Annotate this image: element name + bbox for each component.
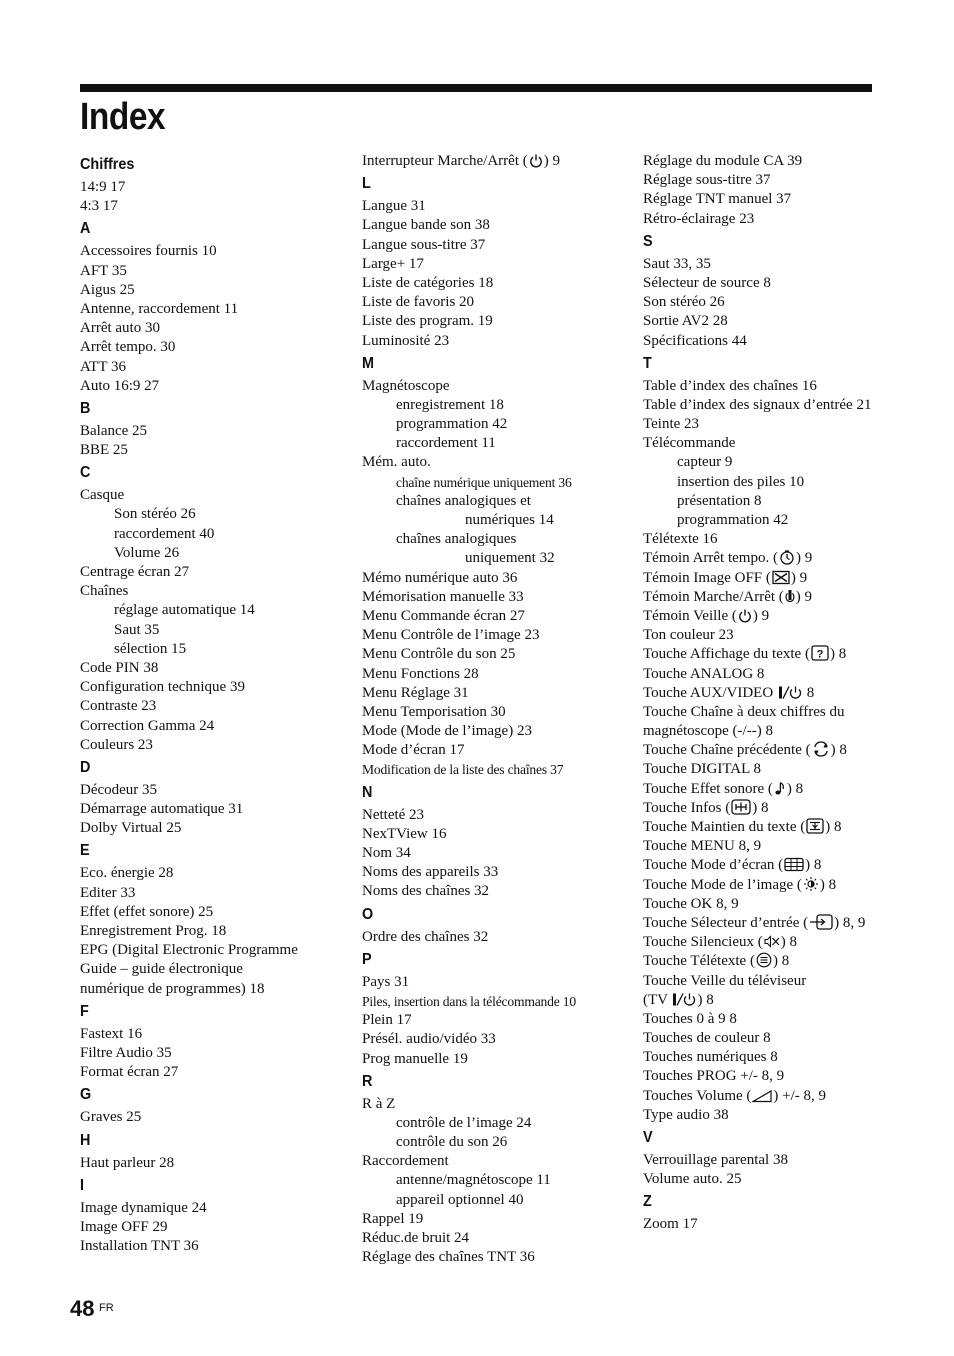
index-entry: Luminosité 23 [362, 332, 450, 349]
entry-page-ref: ) 9 [795, 550, 813, 567]
index-entry: Graves 25 [80, 1109, 142, 1126]
index-entry [643, 952, 878, 971]
entry-page-ref: ) 8 [780, 934, 797, 951]
entry-page-ref: 8 [802, 684, 815, 701]
index-letter-heading: P [362, 950, 372, 968]
entry-text: Touche Affichage du texte ( [643, 646, 810, 663]
index-subentry: Saut 35 [114, 621, 160, 638]
volume-icon [752, 1089, 772, 1103]
input-select-icon [809, 914, 833, 930]
index-letter-heading: A [80, 220, 91, 238]
index-entry: Chaînes [80, 583, 129, 600]
index-entry: Nom 34 [362, 845, 411, 861]
index-entry: Rappel 19 [362, 1210, 424, 1227]
index-entry: Installation TNT 36 [80, 1238, 199, 1255]
index-entry: 14:9 17 [80, 179, 126, 195]
index-entry: Liste de favoris 20 [362, 294, 475, 311]
index-entry: 4:3 17 [80, 198, 118, 215]
index-entry: Ordre des chaînes 32 [362, 928, 489, 945]
index-entry: Accessoires fournis 10 [80, 243, 217, 260]
entry-text: Témoin Marche/Arrêt ( [643, 588, 784, 605]
standby-bar-icon [785, 589, 795, 604]
index-entry [643, 914, 878, 933]
entry-page-ref: ) 8 [830, 742, 847, 759]
index-entry [643, 799, 878, 818]
index-subentry: insertion des piles 10 [677, 473, 805, 490]
index-entry: Antenne, raccordement 11 [80, 300, 239, 317]
index-entry: Filtre Audio 35 [80, 1044, 172, 1061]
index-subentry: numériques 14 [465, 512, 554, 528]
index-entry [643, 991, 878, 1010]
index-entry: NexTView 16 [362, 825, 447, 842]
index-subentry: enregistrement 18 [396, 396, 504, 413]
index-entry: Editer 33 [80, 884, 136, 901]
entry-text: Touche Silencieux ( [643, 934, 763, 951]
index-entry: Menu Temporisation 30 [362, 703, 506, 720]
page-number: 48 [70, 1296, 95, 1321]
index-subentry: contrôle du son 26 [396, 1134, 508, 1151]
title-rule [80, 84, 872, 92]
index-letter-heading: T [643, 354, 652, 372]
index-entry: Touche Chaîne à deux chiffres du [643, 703, 845, 720]
index-letter-heading: E [80, 842, 90, 860]
previous-channel-icon [812, 741, 830, 757]
index-subentry: réglage automatique 14 [114, 602, 255, 619]
picture-off-icon [772, 570, 790, 585]
entry-page-ref: ) 9 [790, 569, 808, 586]
index-entry: Réglage du module CA 39 [643, 153, 803, 169]
index-letter-heading: H [80, 1131, 91, 1149]
index-entry: Liste de catégories 18 [362, 274, 494, 291]
index-subentry: antenne/magnétoscope 11 [396, 1172, 551, 1189]
index-entry [643, 780, 878, 799]
index-entry [643, 818, 878, 837]
music-note-icon [774, 781, 786, 796]
index-entry: Prog manuelle 19 [362, 1050, 468, 1067]
index-entry: Configuration technique 39 [80, 679, 245, 696]
teletext-icon [756, 952, 772, 968]
index-entry: Arrêt tempo. 30 [80, 339, 176, 356]
index-entry: Zoom 17 [643, 1216, 698, 1233]
index-entry: Pays 31 [362, 973, 410, 990]
index-entry: Guide – guide électronique [80, 961, 243, 978]
index-entry: Netteté 23 [362, 806, 425, 823]
index-entry: Contraste 23 [80, 698, 157, 715]
index-letter-heading: O [362, 905, 374, 923]
index-entry: AFT 35 [80, 262, 127, 279]
index-entry: Table d’index des signaux d’entrée 21 [643, 396, 872, 413]
index-subentry: raccordement 40 [114, 525, 215, 542]
index-entry: Réglage TNT manuel 37 [643, 191, 792, 208]
input-power-icon [778, 685, 802, 700]
index-letter-heading: F [80, 1002, 89, 1020]
index-entry: Image OFF 29 [80, 1218, 168, 1235]
index-entry: Piles, insertion dans la télécommande 10 [362, 993, 576, 1009]
index-entry: magnétoscope (-/--) 8 [643, 723, 773, 740]
index-entry: Enregistrement Prog. 18 [80, 923, 227, 939]
entry-page-ref: ) 9 [543, 153, 560, 169]
entry-text: Touche Sélecteur d’entrée ( [643, 914, 809, 931]
index-subentry: uniquement 32 [465, 550, 555, 567]
entry-text: (TV [643, 991, 672, 1008]
index-entry: BBE 25 [80, 442, 128, 459]
index-entry: Télécommande [643, 435, 736, 452]
entry-page-ref: ) 9 [795, 588, 813, 605]
index-entry: Mém. auto. [362, 454, 431, 471]
index-subentry: appareil optionnel 40 [396, 1191, 524, 1208]
index-subentry: programmation 42 [677, 512, 789, 528]
input-power-icon [672, 992, 696, 1007]
index-entry: Touche Veille du téléviseur [643, 972, 807, 989]
index-entry: Touches 0 à 9 8 [643, 1010, 737, 1027]
entry-page-ref: ) 8, 9 [834, 914, 866, 931]
index-letter-heading: L [362, 175, 371, 193]
index-entry: Noms des appareils 33 [362, 864, 499, 881]
index-entry [643, 607, 878, 626]
index-entry: Centrage écran 27 [80, 564, 190, 580]
index-entry: Menu Commande écran 27 [362, 607, 525, 624]
index-entry: Mode d’écran 17 [362, 742, 465, 759]
index-subentry: Volume 26 [114, 544, 180, 561]
index-entry: Menu Contrôle du son 25 [362, 646, 516, 663]
index-entry: Type audio 38 [643, 1106, 729, 1123]
index-column-1 [80, 152, 350, 1256]
index-entry: Touches PROG +/- 8, 9 [643, 1068, 785, 1085]
index-entry: Raccordement [362, 1153, 449, 1170]
index-entry: EPG (Digital Electronic Programme [80, 942, 298, 959]
index-entry: Son stéréo 26 [643, 294, 725, 311]
index-subentry: Son stéréo 26 [114, 506, 196, 523]
index-entry: Réglage des chaînes TNT 36 [362, 1249, 535, 1266]
index-entry: Large+ 17 [362, 255, 424, 272]
index-column-2 [362, 152, 632, 1267]
index-entry: Présél. audio/vidéo 33 [362, 1031, 496, 1048]
entry-page-ref: ) 8 [772, 953, 790, 970]
entry-text: Touche Effet sonore ( [643, 780, 773, 797]
entry-text: Témoin Image OFF ( [643, 569, 771, 586]
page-title: Index [80, 96, 166, 138]
index-subentry: raccordement 11 [396, 435, 496, 452]
index-entry: Décodeur 35 [80, 781, 158, 798]
index-letter-heading: R [362, 1072, 373, 1090]
index-subentry: sélection 15 [114, 640, 187, 657]
index-subentry: chaînes analogiques [396, 531, 517, 548]
entry-page-ref: ) 9 [752, 607, 770, 624]
index-entry: Sortie AV2 28 [643, 313, 728, 330]
index-entry: Démarrage automatique 31 [80, 801, 244, 818]
index-entry: numérique de programmes) 18 [80, 980, 265, 997]
entry-text: Touche Infos ( [643, 799, 731, 816]
entry-text: Touche AUX/VIDEO [643, 684, 777, 701]
index-entry: R à Z [362, 1095, 396, 1112]
index-letter-heading: V [643, 1129, 653, 1146]
entry-page-ref: ) 8 [697, 991, 714, 1008]
index-column-3 [643, 152, 878, 1235]
entry-page-ref: ) +/- 8, 9 [773, 1087, 827, 1104]
index-entry [643, 588, 878, 607]
index-entry: Noms des chaînes 32 [362, 883, 490, 900]
index-entry [643, 876, 878, 895]
index-entry: Touche ANALOG 8 [643, 665, 765, 682]
index-entry: Réduc.de bruit 24 [362, 1230, 470, 1246]
entry-text: Touche Maintien du texte ( [643, 819, 806, 835]
index-entry: ATT 36 [80, 358, 126, 375]
entry-text: Touche Chaîne précédente ( [643, 742, 811, 759]
index-entry [643, 1087, 878, 1106]
index-entry: Teinte 23 [643, 416, 700, 433]
index-entry [643, 645, 878, 664]
index-letter-heading: C [80, 464, 91, 482]
index-letter-heading: N [362, 783, 373, 801]
index-entry: Saut 33, 35 [643, 255, 711, 272]
entry-page-ref: ) 8 [825, 819, 842, 835]
index-entry: Eco. énergie 28 [80, 865, 174, 882]
power-icon [738, 608, 752, 623]
index-entry: Spécifications 44 [643, 332, 747, 349]
index-entry: Télétexte 16 [643, 531, 718, 548]
index-letter-heading: G [80, 1086, 92, 1104]
index-entry: Code PIN 38 [80, 659, 159, 676]
index-subentry: présentation 8 [677, 492, 762, 509]
picture-mode-icon [803, 876, 819, 892]
entry-text: Touches Volume ( [643, 1087, 752, 1104]
text-hold-icon [806, 818, 824, 834]
index-entry: Ton couleur 23 [643, 627, 734, 644]
index-entry [643, 684, 878, 703]
power-icon [529, 153, 543, 168]
index-letter-heading: S [643, 232, 653, 250]
index-entry: Mémorisation manuelle 33 [362, 588, 524, 605]
index-entry: Menu Fonctions 28 [362, 665, 479, 682]
index-entry: Fastext 16 [80, 1025, 143, 1042]
index-entry: Verrouillage parental 38 [643, 1152, 788, 1168]
index-entry [643, 569, 878, 588]
index-subentry: capteur 9 [677, 454, 733, 471]
index-letter-heading: Chiffres [80, 156, 135, 173]
index-entry: Langue bande son 38 [362, 217, 490, 234]
entry-text: Touche Mode d’écran ( [643, 857, 784, 874]
entry-text: Témoin Arrêt tempo. ( [643, 550, 778, 567]
index-entry: Touche DIGITAL 8 [643, 761, 761, 778]
index-entry [643, 741, 878, 760]
index-entry: Menu Contrôle de l’image 23 [362, 627, 540, 644]
index-entry: Correction Gamma 24 [80, 717, 215, 734]
entry-page-ref: ) 8 [819, 876, 837, 893]
entry-page-ref: ) 8 [829, 646, 847, 663]
entry-text: Témoin Veille ( [643, 607, 737, 624]
screen-mode-icon [784, 857, 804, 872]
index-entry: Plein 17 [362, 1012, 412, 1029]
index-entry: Image dynamique 24 [80, 1199, 207, 1216]
index-entry: Arrêt auto 30 [80, 320, 160, 337]
index-entry: Balance 25 [80, 422, 148, 439]
index-entry [643, 549, 878, 568]
index-entry: Touche OK 8, 9 [643, 895, 739, 912]
index-entry: Mode (Mode de l’image) 23 [362, 723, 532, 740]
index-entry: Mémo numérique auto 36 [362, 569, 518, 586]
index-subentry: contrôle de l’image 24 [396, 1114, 532, 1131]
index-entry: Liste des program. 19 [362, 313, 493, 330]
index-entry: Menu Réglage 31 [362, 684, 469, 701]
index-entry: Sélecteur de source 8 [643, 274, 771, 291]
index-entry: Touches numériques 8 [643, 1049, 778, 1066]
index-entry: Table d’index des chaînes 16 [643, 377, 817, 394]
entry-page-ref: ) 8 [786, 780, 804, 797]
index-entry: Couleurs 23 [80, 736, 153, 753]
index-entry: Langue 31 [362, 198, 426, 215]
index-subentry: chaînes analogiques et [396, 492, 531, 509]
index-letter-heading: B [80, 399, 91, 417]
index-entry: Rétro-éclairage 23 [643, 210, 755, 227]
entry-page-ref: ) 8 [805, 857, 822, 874]
index-entry: Langue sous-titre 37 [362, 236, 486, 253]
index-entry: Modification de la liste des chaînes 37 [362, 762, 564, 778]
index-entry [643, 856, 878, 875]
question-icon [811, 645, 829, 661]
index-entry: Format écran 27 [80, 1064, 179, 1081]
index-entry: Haut parleur 28 [80, 1154, 175, 1171]
info-icon [731, 799, 751, 815]
entry-text: Touche Mode de l’image ( [643, 876, 802, 893]
mute-icon [764, 934, 780, 949]
index-entry [362, 152, 632, 171]
svg-text:?: ? [816, 648, 824, 661]
index-subentry: programmation 42 [396, 416, 508, 433]
index-entry: Aigus 25 [80, 281, 135, 298]
index-entry: Touche MENU 8, 9 [643, 838, 762, 855]
index-entry: Magnétoscope [362, 377, 450, 394]
index-letter-heading: M [362, 354, 374, 372]
entry-text: Interrupteur Marche/Arrêt ( [362, 153, 528, 169]
index-entry: Effet (effet sonore) 25 [80, 903, 214, 920]
language-suffix: FR [99, 1302, 114, 1314]
index-entry: Réglage sous-titre 37 [643, 172, 771, 189]
entry-text: Touche Télétexte ( [643, 953, 755, 970]
index-entry: Volume auto. 25 [643, 1171, 742, 1188]
index-entry: Dolby Virtual 25 [80, 820, 182, 837]
index-subentry: chaîne numérique uniquement 36 [396, 474, 572, 490]
index-entry: Casque [80, 487, 125, 504]
timer-icon [779, 550, 795, 565]
index-letter-heading: I [80, 1176, 85, 1194]
index-letter-heading: Z [643, 1193, 652, 1211]
index-letter-heading: D [80, 758, 91, 776]
index-entry: Touches de couleur 8 [643, 1030, 771, 1047]
entry-page-ref: ) 8 [752, 799, 769, 816]
index-entry [643, 933, 878, 952]
index-entry: Auto 16:9 27 [80, 377, 160, 394]
